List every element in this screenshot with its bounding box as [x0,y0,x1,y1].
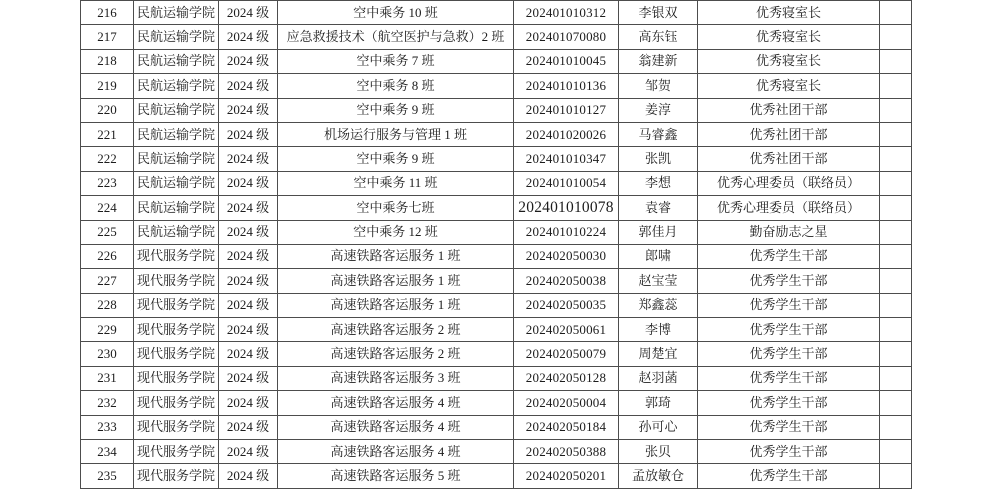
cell-student-id: 202401010127 [514,98,619,122]
cell-college: 现代服务学院 [134,464,219,489]
cell-blank [880,366,912,390]
cell-grade: 2024 级 [219,171,278,195]
cell-class-name: 空中乘务 9 班 [278,98,514,122]
cell-student-id: 202402050038 [514,269,619,293]
cell-honor-title: 优秀社团干部 [698,122,880,146]
cell-student-id: 202401010224 [514,220,619,244]
cell-student-name: 张凯 [619,147,698,171]
cell-student-id: 202401010347 [514,147,619,171]
cell-student-id: 202401010312 [514,1,619,25]
cell-student-id: 202401020026 [514,122,619,146]
cell-college: 现代服务学院 [134,318,219,342]
cell-college: 现代服务学院 [134,415,219,439]
cell-student-name: 马睿鑫 [619,122,698,146]
cell-student-name: 李想 [619,171,698,195]
roster-table [80,0,912,489]
cell-class-name: 高速铁路客运服务 1 班 [278,244,514,268]
table-row [81,122,912,146]
cell-blank [880,220,912,244]
cell-blank [880,269,912,293]
cell-blank [880,74,912,98]
cell-honor-title: 优秀学生干部 [698,269,880,293]
cell-honor-title: 优秀寝室长 [698,74,880,98]
cell-row-number: 220 [81,98,134,122]
cell-honor-title: 优秀寝室长 [698,1,880,25]
cell-class-name: 高速铁路客运服务 2 班 [278,318,514,342]
cell-blank [880,391,912,415]
table-row [81,196,912,220]
table-row [81,1,912,25]
cell-student-name: 郑鑫蕊 [619,293,698,317]
table-row [81,440,912,464]
cell-college: 民航运输学院 [134,74,219,98]
cell-honor-title: 优秀寝室长 [698,49,880,73]
table-row [81,220,912,244]
cell-student-name: 翁建新 [619,49,698,73]
cell-class-name: 高速铁路客运服务 4 班 [278,391,514,415]
table-row [81,269,912,293]
cell-student-id: 202402050184 [514,415,619,439]
cell-class-name: 空中乘务七班 [278,196,514,220]
cell-student-name: 郎啸 [619,244,698,268]
cell-honor-title: 优秀学生干部 [698,464,880,489]
cell-row-number: 229 [81,318,134,342]
cell-class-name: 高速铁路客运服务 1 班 [278,293,514,317]
cell-honor-title: 优秀学生干部 [698,293,880,317]
cell-grade: 2024 级 [219,122,278,146]
cell-blank [880,415,912,439]
cell-class-name: 机场运行服务与管理 1 班 [278,122,514,146]
table-row [81,49,912,73]
table-row [81,244,912,268]
cell-blank [880,25,912,49]
cell-class-name: 高速铁路客运服务 2 班 [278,342,514,366]
cell-row-number: 219 [81,74,134,98]
cell-row-number: 234 [81,440,134,464]
cell-grade: 2024 级 [219,391,278,415]
cell-blank [880,147,912,171]
cell-student-name: 高东钰 [619,25,698,49]
table-row [81,25,912,49]
roster-table-body [81,1,912,489]
cell-blank [880,171,912,195]
cell-class-name: 空中乘务 11 班 [278,171,514,195]
cell-college: 民航运输学院 [134,147,219,171]
cell-grade: 2024 级 [219,244,278,268]
cell-student-name: 袁睿 [619,196,698,220]
cell-college: 现代服务学院 [134,391,219,415]
cell-grade: 2024 级 [219,342,278,366]
cell-student-id: 202401010054 [514,171,619,195]
cell-grade: 2024 级 [219,147,278,171]
cell-college: 民航运输学院 [134,98,219,122]
cell-college: 民航运输学院 [134,171,219,195]
cell-grade: 2024 级 [219,196,278,220]
cell-class-name: 应急救援技术（航空医护与急救）2 班 [278,25,514,49]
cell-honor-title: 优秀学生干部 [698,440,880,464]
cell-grade: 2024 级 [219,98,278,122]
cell-row-number: 218 [81,49,134,73]
cell-college: 民航运输学院 [134,25,219,49]
cell-honor-title: 优秀寝室长 [698,25,880,49]
cell-college: 民航运输学院 [134,196,219,220]
cell-student-name: 周楚宜 [619,342,698,366]
cell-row-number: 216 [81,1,134,25]
cell-student-id: 202402050128 [514,366,619,390]
table-row [81,342,912,366]
table-row [81,98,912,122]
cell-student-name: 赵羽菡 [619,366,698,390]
table-row [81,318,912,342]
cell-honor-title: 优秀学生干部 [698,342,880,366]
cell-student-name: 姜淳 [619,98,698,122]
cell-grade: 2024 级 [219,1,278,25]
cell-class-name: 高速铁路客运服务 4 班 [278,440,514,464]
cell-student-name: 李博 [619,318,698,342]
cell-student-id: 202401010136 [514,74,619,98]
cell-honor-title: 优秀心理委员（联络员） [698,171,880,195]
cell-row-number: 232 [81,391,134,415]
cell-blank [880,98,912,122]
cell-row-number: 222 [81,147,134,171]
cell-student-id: 202402050030 [514,244,619,268]
cell-college: 现代服务学院 [134,366,219,390]
cell-student-name: 孙可心 [619,415,698,439]
cell-student-id: 202401070080 [514,25,619,49]
cell-class-name: 空中乘务 10 班 [278,1,514,25]
table-row [81,391,912,415]
cell-college: 现代服务学院 [134,293,219,317]
cell-row-number: 233 [81,415,134,439]
table-row [81,74,912,98]
cell-blank [880,318,912,342]
cell-grade: 2024 级 [219,415,278,439]
cell-honor-title: 优秀社团干部 [698,98,880,122]
cell-grade: 2024 级 [219,293,278,317]
cell-blank [880,1,912,25]
cell-honor-title: 勤奋励志之星 [698,220,880,244]
cell-grade: 2024 级 [219,366,278,390]
cell-honor-title: 优秀学生干部 [698,391,880,415]
cell-row-number: 227 [81,269,134,293]
cell-row-number: 226 [81,244,134,268]
table-row [81,415,912,439]
cell-student-name: 赵宝莹 [619,269,698,293]
cell-grade: 2024 级 [219,318,278,342]
cell-class-name: 空中乘务 7 班 [278,49,514,73]
cell-blank [880,342,912,366]
cell-blank [880,196,912,220]
table-row [81,293,912,317]
cell-student-id: 202402050061 [514,318,619,342]
cell-honor-title: 优秀学生干部 [698,244,880,268]
cell-honor-title: 优秀学生干部 [698,415,880,439]
cell-student-name: 李银双 [619,1,698,25]
cell-grade: 2024 级 [219,269,278,293]
cell-student-id: 202402050079 [514,342,619,366]
cell-blank [880,440,912,464]
cell-class-name: 高速铁路客运服务 1 班 [278,269,514,293]
cell-class-name: 空中乘务 12 班 [278,220,514,244]
cell-blank [880,122,912,146]
cell-college: 民航运输学院 [134,49,219,73]
table-row [81,171,912,195]
cell-grade: 2024 级 [219,25,278,49]
cell-student-id: 202402050004 [514,391,619,415]
cell-grade: 2024 级 [219,74,278,98]
cell-honor-title: 优秀社团干部 [698,147,880,171]
table-row [81,366,912,390]
cell-blank [880,49,912,73]
cell-row-number: 235 [81,464,134,489]
cell-college: 现代服务学院 [134,342,219,366]
cell-college: 民航运输学院 [134,1,219,25]
table-row [81,464,912,489]
cell-college: 现代服务学院 [134,244,219,268]
cell-honor-title: 优秀学生干部 [698,366,880,390]
cell-student-id: 202402050035 [514,293,619,317]
cell-class-name: 高速铁路客运服务 4 班 [278,415,514,439]
cell-grade: 2024 级 [219,440,278,464]
cell-class-name: 高速铁路客运服务 5 班 [278,464,514,489]
cell-honor-title: 优秀心理委员（联络员） [698,196,880,220]
cell-grade: 2024 级 [219,464,278,489]
cell-row-number: 230 [81,342,134,366]
cell-college: 现代服务学院 [134,269,219,293]
cell-honor-title: 优秀学生干部 [698,318,880,342]
cell-row-number: 223 [81,171,134,195]
cell-blank [880,244,912,268]
cell-student-name: 邹贺 [619,74,698,98]
cell-student-id: 202401010078 [514,196,619,220]
cell-class-name: 空中乘务 8 班 [278,74,514,98]
cell-class-name: 空中乘务 9 班 [278,147,514,171]
cell-class-name: 高速铁路客运服务 3 班 [278,366,514,390]
cell-student-name: 郭琦 [619,391,698,415]
cell-student-name: 郭佳月 [619,220,698,244]
cell-row-number: 228 [81,293,134,317]
cell-row-number: 217 [81,25,134,49]
cell-college: 民航运输学院 [134,220,219,244]
cell-row-number: 231 [81,366,134,390]
cell-row-number: 221 [81,122,134,146]
cell-blank [880,464,912,489]
cell-college: 现代服务学院 [134,440,219,464]
cell-row-number: 224 [81,196,134,220]
cell-grade: 2024 级 [219,49,278,73]
student-honor-roster-table [80,0,912,490]
cell-student-id: 202402050201 [514,464,619,489]
cell-student-name: 孟放敏仓 [619,464,698,489]
cell-student-id: 202402050388 [514,440,619,464]
cell-student-id: 202401010045 [514,49,619,73]
cell-college: 民航运输学院 [134,122,219,146]
cell-grade: 2024 级 [219,220,278,244]
cell-row-number: 225 [81,220,134,244]
cell-blank [880,293,912,317]
cell-student-name: 张贝 [619,440,698,464]
table-row [81,147,912,171]
